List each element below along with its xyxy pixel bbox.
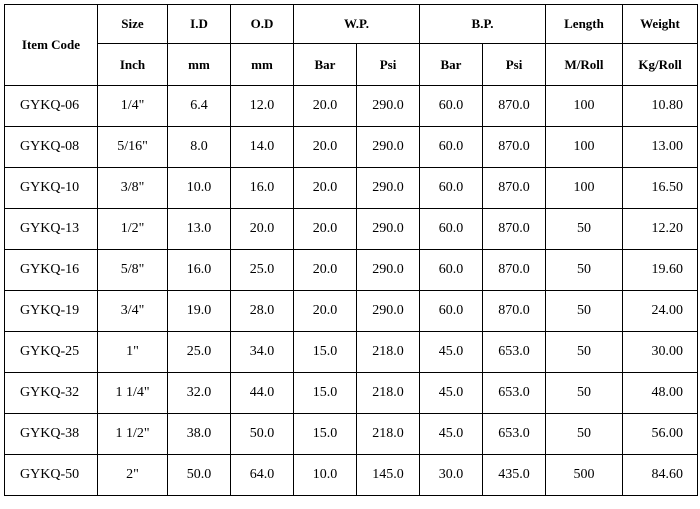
cell-bp-bar: 60.0 [420,86,483,127]
cell-size: 1/4" [98,86,168,127]
cell-id: 6.4 [168,86,231,127]
cell-wp-psi: 290.0 [357,209,420,250]
cell-id: 13.0 [168,209,231,250]
cell-od: 64.0 [231,455,294,496]
cell-bp-bar: 45.0 [420,414,483,455]
cell-size: 1/2" [98,209,168,250]
cell-id: 10.0 [168,168,231,209]
header-row-units [5,44,698,86]
cell-id: 38.0 [168,414,231,455]
header-id: I.D [168,5,231,44]
cell-od: 44.0 [231,373,294,414]
cell-od: 12.0 [231,86,294,127]
cell-od: 20.0 [231,209,294,250]
table-row [5,332,698,373]
cell-bp-bar: 30.0 [420,455,483,496]
cell-item-code: GYKQ-08 [5,127,98,168]
cell-bp-psi: 870.0 [483,86,546,127]
cell-weight: 19.60 [623,250,698,291]
header-wp: W.P. [294,5,420,44]
cell-size: 2" [98,455,168,496]
cell-length: 50 [546,414,623,455]
cell-length: 50 [546,209,623,250]
cell-item-code: GYKQ-19 [5,291,98,332]
cell-bp-psi: 870.0 [483,291,546,332]
table-row [5,373,698,414]
cell-id: 19.0 [168,291,231,332]
header-weight: Weight [623,5,698,44]
cell-item-code: GYKQ-10 [5,168,98,209]
cell-wp-bar: 10.0 [294,455,357,496]
cell-item-code: GYKQ-32 [5,373,98,414]
cell-wp-bar: 20.0 [294,127,357,168]
cell-weight: 13.00 [623,127,698,168]
cell-od: 25.0 [231,250,294,291]
cell-od: 16.0 [231,168,294,209]
unit-bp-bar: Bar [420,44,483,86]
cell-bp-bar: 60.0 [420,250,483,291]
cell-wp-bar: 15.0 [294,373,357,414]
cell-item-code: GYKQ-16 [5,250,98,291]
cell-bp-psi: 653.0 [483,414,546,455]
unit-wp-bar: Bar [294,44,357,86]
cell-length: 100 [546,168,623,209]
cell-od: 28.0 [231,291,294,332]
cell-bp-bar: 60.0 [420,209,483,250]
cell-bp-psi: 870.0 [483,209,546,250]
cell-size: 5/16" [98,127,168,168]
header-item-code: Item Code [5,5,98,86]
table-row [5,250,698,291]
cell-wp-psi: 290.0 [357,168,420,209]
cell-length: 50 [546,332,623,373]
cell-size: 3/4" [98,291,168,332]
table-row [5,291,698,332]
table-row [5,127,698,168]
cell-item-code: GYKQ-06 [5,86,98,127]
table-body [5,86,698,496]
cell-weight: 10.80 [623,86,698,127]
unit-wp-psi: Psi [357,44,420,86]
cell-wp-bar: 20.0 [294,209,357,250]
cell-od: 34.0 [231,332,294,373]
cell-bp-psi: 653.0 [483,373,546,414]
cell-bp-psi: 870.0 [483,127,546,168]
cell-bp-bar: 60.0 [420,168,483,209]
cell-wp-bar: 20.0 [294,291,357,332]
header-bp: B.P. [420,5,546,44]
table-row [5,86,698,127]
cell-size: 1 1/2" [98,414,168,455]
table-row [5,414,698,455]
cell-size: 3/8" [98,168,168,209]
cell-item-code: GYKQ-13 [5,209,98,250]
cell-length: 50 [546,291,623,332]
cell-length: 50 [546,373,623,414]
table-row [5,168,698,209]
table-row [5,209,698,250]
cell-length: 100 [546,86,623,127]
unit-weight: Kg/Roll [623,44,698,86]
cell-item-code: GYKQ-38 [5,414,98,455]
cell-size: 1 1/4" [98,373,168,414]
cell-bp-bar: 60.0 [420,291,483,332]
table-row [5,455,698,496]
cell-size: 5/8" [98,250,168,291]
cell-weight: 30.00 [623,332,698,373]
cell-wp-bar: 20.0 [294,168,357,209]
cell-weight: 24.00 [623,291,698,332]
unit-length: M/Roll [546,44,623,86]
cell-bp-psi: 435.0 [483,455,546,496]
cell-wp-psi: 145.0 [357,455,420,496]
cell-id: 8.0 [168,127,231,168]
cell-bp-bar: 45.0 [420,373,483,414]
cell-wp-psi: 218.0 [357,373,420,414]
cell-wp-psi: 290.0 [357,127,420,168]
unit-id: mm [168,44,231,86]
cell-length: 500 [546,455,623,496]
table-header [5,5,698,86]
cell-wp-bar: 20.0 [294,250,357,291]
cell-length: 100 [546,127,623,168]
cell-wp-psi: 218.0 [357,332,420,373]
cell-bp-psi: 870.0 [483,168,546,209]
header-row-top [5,5,698,44]
cell-weight: 48.00 [623,373,698,414]
header-size: Size [98,5,168,44]
header-length: Length [546,5,623,44]
unit-od: mm [231,44,294,86]
unit-size: Inch [98,44,168,86]
cell-bp-bar: 60.0 [420,127,483,168]
cell-bp-psi: 870.0 [483,250,546,291]
unit-bp-psi: Psi [483,44,546,86]
cell-wp-psi: 290.0 [357,86,420,127]
cell-wp-psi: 290.0 [357,250,420,291]
header-od: O.D [231,5,294,44]
cell-wp-bar: 15.0 [294,414,357,455]
cell-wp-psi: 218.0 [357,414,420,455]
cell-size: 1" [98,332,168,373]
cell-od: 50.0 [231,414,294,455]
cell-wp-psi: 290.0 [357,291,420,332]
cell-id: 16.0 [168,250,231,291]
spec-table [4,4,698,496]
cell-weight: 84.60 [623,455,698,496]
cell-id: 32.0 [168,373,231,414]
cell-bp-psi: 653.0 [483,332,546,373]
cell-item-code: GYKQ-50 [5,455,98,496]
cell-id: 25.0 [168,332,231,373]
cell-length: 50 [546,250,623,291]
cell-wp-bar: 15.0 [294,332,357,373]
cell-od: 14.0 [231,127,294,168]
cell-wp-bar: 20.0 [294,86,357,127]
cell-bp-bar: 45.0 [420,332,483,373]
cell-id: 50.0 [168,455,231,496]
cell-weight: 56.00 [623,414,698,455]
cell-weight: 12.20 [623,209,698,250]
cell-item-code: GYKQ-25 [5,332,98,373]
cell-weight: 16.50 [623,168,698,209]
